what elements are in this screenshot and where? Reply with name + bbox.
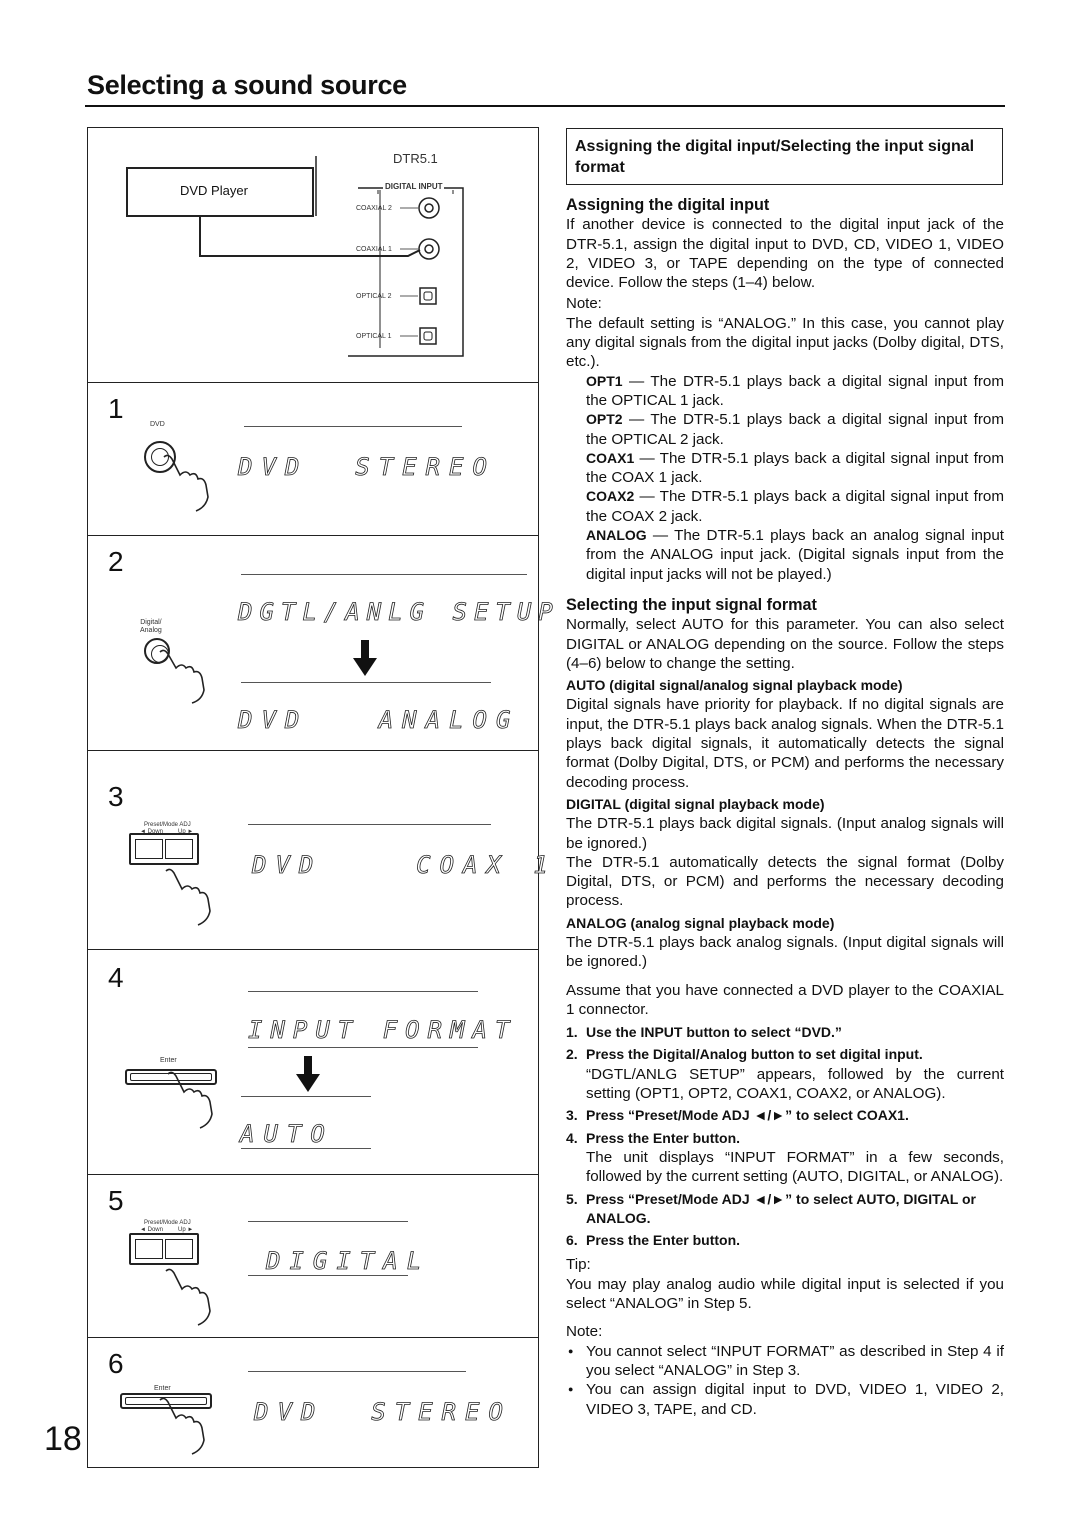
pointing-hand-icon — [164, 1070, 214, 1130]
button-label: DVD — [150, 421, 165, 428]
step-panel-2 — [87, 536, 560, 751]
step-text: Use the INPUT button to select “DVD.” — [586, 1024, 842, 1041]
button-label: Digital/ Analog — [140, 619, 162, 634]
option-key: COAX1 — [586, 449, 635, 466]
down-button[interactable] — [135, 1239, 163, 1259]
display-frame — [248, 1047, 478, 1048]
option-coax2 — [566, 487, 1004, 526]
preset-mode-adj-rocker[interactable] — [129, 1233, 199, 1265]
display-text: DVD ANALOG — [238, 706, 520, 734]
note-bullet: ● You cannot select “INPUT FORMAT” as described in Step 4 if you select “ANALOG” in Step 3. — [566, 1342, 1004, 1381]
preset-mode-adj-rocker[interactable] — [129, 833, 199, 865]
step-detail: The unit displays “INPUT FORMAT” in a few seconds, followed by the current setting (AUTO, DIGITAL, or ANALOG). — [586, 1148, 1004, 1186]
title-rule — [85, 105, 1005, 107]
option-opt2 — [566, 410, 1004, 449]
up-button[interactable] — [165, 839, 193, 859]
note-bullet: ● You can assign digital input to DVD, VIDEO 1, VIDEO 2, VIDEO 3, TAPE, and CD. — [566, 1380, 1004, 1419]
digital-body-2: The DTR-5.1 automatically detects the signal format (Dolby Digital, DTS, or PCM) and performs the necessary decoding process. — [566, 853, 1004, 910]
step-number: 3 — [108, 781, 124, 812]
analog-body: The DTR-5.1 plays back analog signals. (Input digital signals will be ignored.) — [566, 933, 1004, 971]
display-frame — [244, 426, 462, 427]
section-heading-box: Assigning the digital input/Selecting the input signal format — [566, 128, 1003, 185]
page-title: Selecting a sound source — [87, 70, 407, 100]
step-number: 2 — [108, 546, 124, 577]
display-frame — [248, 1275, 408, 1276]
display-text: DVD COAX 1 — [252, 851, 557, 879]
tip-label: Tip: — [566, 1256, 591, 1274]
display-text: DGTL/ANLG SETUP — [238, 598, 560, 626]
assume-text: Assume that you have connected a DVD player to the COAXIAL 1 connector. — [566, 981, 1004, 1018]
display-frame — [241, 1096, 371, 1097]
procedure-step — [566, 1045, 1004, 1103]
pointing-hand-icon — [160, 453, 210, 513]
step-detail: “DGTL/ANLG SETUP” appears, followed by the current setting (OPT1, OPT2, COAX1, COAX2, or ANALOG). — [586, 1065, 1004, 1103]
step-number: 4 — [108, 962, 124, 993]
procedure-step — [566, 1023, 1004, 1042]
step-panel-6 — [87, 1338, 539, 1468]
connection-panel — [87, 127, 539, 383]
procedure-step — [566, 1231, 1004, 1250]
option-key: ANALOG — [586, 527, 647, 544]
down-arrow-icon — [353, 640, 377, 676]
option-key: OPT1 — [586, 372, 623, 389]
digital-heading: DIGITAL (digital signal playback mode) — [566, 795, 825, 812]
assign-body: If another device is connected to the digital input jack of the DTR-5.1, assign the digital input to DVD, CD, VIDEO 1, VIDEO 2, VIDEO 3, or TAPE depending on the type of connected device. Follow the steps (1–4) below. — [566, 216, 1004, 292]
note-label: Note: — [566, 295, 602, 313]
display-frame — [241, 1148, 371, 1149]
display-text: AUTO — [240, 1120, 334, 1148]
button-sub-right: Up ► — [178, 829, 194, 835]
button-label: Enter — [160, 1057, 177, 1064]
step-panel-5 — [87, 1175, 539, 1338]
digital-body-1: The DTR-5.1 plays back digital signals. (Input analog signals will be ignored.) — [566, 815, 1004, 852]
jack-label-coaxial-1: COAXIAL 1 — [356, 246, 392, 253]
display-frame — [248, 1371, 466, 1372]
step-panel-4 — [87, 950, 539, 1175]
pointing-hand-icon — [162, 1267, 212, 1327]
assign-heading: Assigning the digital input — [566, 196, 770, 214]
button-sub-left: ◄ Down — [140, 829, 163, 835]
auto-body: Digital signals have priority for playback. If no digital signals are input, the DTR-5.1 plays back analog signals. When the DTR-5.1 plays back digital signals, it automatically detects the signal format (Dolby Digital, DTS, or PCM) and performs the necessary decoding process. — [566, 696, 1004, 791]
format-body: Normally, select AUTO for this parameter. You can also select DIGITAL or ANALOG depending on the source. Follow the steps (4–6) below to change the setting. — [566, 616, 1004, 672]
digital-input-label: DIGITAL INPUT — [385, 182, 443, 191]
jack-label-optical-1: OPTICAL 1 — [356, 333, 392, 340]
step-index: 5. — [566, 1190, 578, 1207]
format-heading: Selecting the input signal format — [566, 595, 817, 614]
pointing-hand-icon — [156, 648, 206, 704]
option-desc: — The DTR-5.1 plays back an analog signal input from the ANALOG input jack. (Digital signals input from the digital input jacks will not be played.) — [586, 527, 1004, 583]
display-text: DVD STEREO — [238, 453, 496, 481]
option-coax1 — [566, 449, 1004, 488]
option-desc: — The DTR-5.1 plays back a digital signal input from the OPTICAL 2 jack. — [586, 411, 1004, 448]
down-button[interactable] — [135, 839, 163, 859]
procedure-step — [566, 1129, 1004, 1187]
model-label: DTR5.1 — [393, 151, 438, 166]
auto-heading: AUTO (digital signal/analog signal playback mode) — [566, 677, 903, 694]
option-opt1 — [566, 372, 1004, 411]
display-frame — [241, 682, 491, 683]
display-text: DIGITAL — [266, 1247, 431, 1275]
display-text: DVD STEREO — [254, 1398, 512, 1426]
display-frame — [241, 574, 527, 575]
step-panel-3 — [87, 751, 557, 950]
page-number: 18 — [44, 1420, 82, 1458]
option-key: OPT2 — [586, 411, 623, 428]
step-index: 2. — [566, 1046, 578, 1063]
step-index: 3. — [566, 1107, 578, 1124]
option-desc: — The DTR-5.1 plays back a digital signal input from the COAX 2 jack. — [586, 488, 1004, 525]
analog-heading: ANALOG (analog signal playback mode) — [566, 914, 835, 931]
step-index: 6. — [566, 1232, 578, 1249]
step-text: Press the Enter button. — [586, 1129, 741, 1146]
option-desc: — The DTR-5.1 plays back a digital signal input from the COAX 1 jack. — [586, 449, 1004, 487]
step-number: 6 — [108, 1348, 124, 1379]
button-label: Preset/Mode ADJ — [144, 1220, 191, 1226]
procedure-step — [566, 1106, 1004, 1125]
step-index: 4. — [566, 1129, 578, 1146]
button-label: Enter — [154, 1385, 171, 1392]
option-desc: — The DTR-5.1 plays back a digital signal input from the OPTICAL 1 jack. — [586, 372, 1004, 409]
step-index: 1. — [566, 1024, 578, 1041]
display-frame — [248, 824, 491, 825]
option-key: COAX2 — [586, 488, 635, 505]
button-sub-left: ◄ Down — [140, 1227, 163, 1233]
down-arrow-icon — [296, 1056, 320, 1092]
jack-label-optical-2: OPTICAL 2 — [356, 293, 392, 300]
display-frame — [248, 991, 478, 992]
procedure-step — [566, 1190, 1004, 1229]
connection-diagram — [88, 128, 538, 382]
note-label-2: Note: — [566, 1323, 603, 1341]
dvd-player-label: DVD Player — [180, 183, 248, 198]
tip-body: You may play analog audio while digital input is selected if you select “ANALOG” in Step 5. — [566, 1275, 1004, 1313]
step-number: 1 — [108, 393, 124, 424]
option-analog — [566, 526, 1004, 584]
step-number: 5 — [108, 1185, 124, 1216]
step-text: Press “Preset/Mode ADJ ◄/►” to select COAX1. — [586, 1107, 909, 1124]
button-label: Preset/Mode ADJ — [144, 822, 191, 828]
step-text: Press “Preset/Mode ADJ ◄/►” to select AUTO, DIGITAL or ANALOG. — [586, 1190, 976, 1226]
step-text: Press the Enter button. — [586, 1232, 741, 1249]
step-text: Press the Digital/Analog button to set digital input. — [586, 1046, 923, 1063]
step-panel-1 — [87, 383, 539, 536]
display-text: INPUT FORMAT — [248, 1016, 518, 1044]
note-body: The default setting is “ANALOG.” In this case, you cannot play any digital signals from the digital input jacks (Dolby digital, DTS, etc.). — [566, 314, 1004, 371]
pointing-hand-icon — [156, 1396, 206, 1456]
jack-label-coaxial-2: COAXIAL 2 — [356, 205, 392, 212]
text-column — [566, 196, 1004, 1419]
pointing-hand-icon — [162, 867, 212, 927]
button-sub-right: Up ► — [178, 1227, 194, 1233]
up-button[interactable] — [165, 1239, 193, 1259]
display-frame — [248, 1221, 408, 1222]
